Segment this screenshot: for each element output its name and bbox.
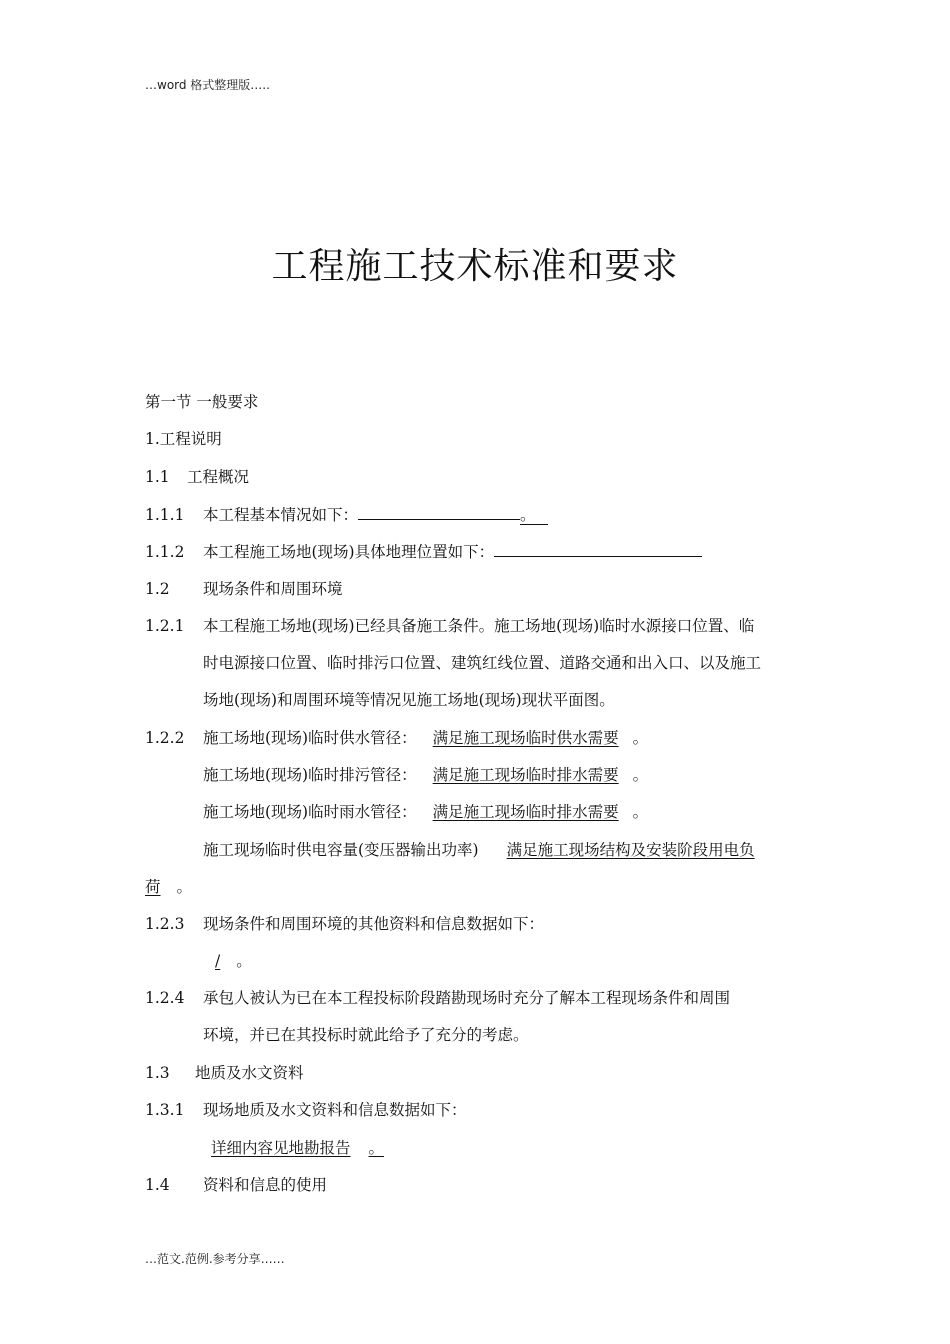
- period: 。: [632, 803, 649, 821]
- item-text: 本工程基本情况如下：: [203, 506, 359, 524]
- item-number: 1.2.1: [145, 617, 185, 635]
- item-1-2-1: [145, 616, 754, 636]
- document-title: 工程施工技术标准和要求: [271, 246, 679, 287]
- item-number: 1.2: [145, 580, 170, 598]
- item-number: 1.1.1: [145, 506, 185, 524]
- item-text: 资料和信息的使用: [203, 1176, 328, 1194]
- item-1-2-1-cont: 场地(现场)和周围环境等情况见施工场地(现场)现状平面图。: [203, 691, 615, 709]
- item-1-2-3-value: [203, 951, 252, 971]
- item-number: 1.1.2: [145, 543, 185, 561]
- item-1-2: [145, 579, 343, 599]
- item-1-1: [145, 467, 249, 487]
- item-1-3-1: [145, 1100, 467, 1120]
- period: 。: [632, 766, 649, 784]
- item-1: 1.工程说明: [145, 430, 222, 448]
- item-text: 施工场地(现场)临时雨水管径：: [203, 803, 417, 821]
- item-number: 1.1: [145, 468, 170, 486]
- page-header: …word 格式整理版…..: [145, 78, 270, 92]
- filled-value: 满足施工现场临时供水需要: [432, 729, 619, 747]
- blank-end: 。: [520, 506, 548, 525]
- item-1-2-2-power: [203, 840, 755, 860]
- item-text: 现场条件和周围环境: [203, 580, 343, 598]
- item-1-1-2: [145, 541, 702, 562]
- item-text: 现场条件和周围环境的其他资料和信息数据如下：: [203, 915, 545, 933]
- item-text: 本工程施工场地(现场)具体地理位置如下：: [203, 543, 495, 561]
- period: 。: [236, 952, 252, 970]
- item-text: 施工场地(现场)临时排污管径：: [203, 766, 417, 784]
- blank-field: [358, 504, 520, 520]
- period: 。: [632, 729, 649, 747]
- item-number: 1.4: [145, 1176, 170, 1194]
- period: 。: [368, 1139, 385, 1157]
- item-1-4: [145, 1175, 327, 1195]
- filled-value: 详细内容见地勘报告: [211, 1139, 351, 1157]
- filled-value: 满足施工现场临时排水需要: [432, 803, 619, 821]
- item-text: 地质及水文资料: [195, 1064, 304, 1082]
- item-text: 本工程施工场地(现场)已经具备施工条件。施工场地(现场)临时水源接口位置、临: [203, 617, 755, 635]
- blank-field: [494, 541, 702, 557]
- item-text: 工程概况: [187, 468, 250, 486]
- filled-value: 满足施工现场临时排水需要: [432, 766, 619, 784]
- item-1-2-2-drain: [203, 765, 648, 785]
- item-1-2-1-cont: 时电源接口位置、临时排污口位置、建筑红线位置、道路交通和出入口、以及施工: [203, 654, 762, 672]
- item-1-2-4-cont: 环境，并已在其投标时就此给予了充分的考虑。: [203, 1026, 529, 1044]
- item-text: 施工场地(现场)临时供水管径：: [203, 729, 417, 747]
- period: 。: [176, 878, 193, 896]
- filled-value: /: [215, 952, 221, 970]
- item-1-2-2-rain: [203, 802, 648, 822]
- item-1-3-1-value: [177, 1138, 398, 1158]
- item-number: 1.2.3: [145, 915, 185, 933]
- filled-value: 荷: [145, 878, 161, 896]
- item-number: 1.2.4: [145, 989, 185, 1007]
- section-heading: 第一节 一般要求: [145, 393, 259, 411]
- item-1-3: [145, 1063, 304, 1083]
- item-1-2-4: [145, 988, 730, 1008]
- filled-value: 满足施工现场结构及安装阶段用电负: [506, 841, 755, 859]
- item-1-1-1: [145, 504, 548, 525]
- item-number: 1.3: [145, 1064, 170, 1082]
- item-text: 承包人被认为已在本工程投标阶段踏勘现场时充分了解本工程现场条件和周围: [203, 989, 731, 1007]
- item-1-2-2-power-cont: [145, 877, 192, 897]
- item-number: 1.2.2: [145, 729, 185, 747]
- item-text: 施工现场临时供电容量(变压器输出功率): [203, 841, 479, 859]
- item-number: 1.3.1: [145, 1101, 185, 1119]
- item-1-2-2: [145, 728, 648, 748]
- page-footer: …范文.范例.参考分享……: [145, 1252, 285, 1266]
- item-1-2-3: [145, 914, 544, 934]
- item-text: 现场地质及水文资料和信息数据如下：: [203, 1101, 467, 1119]
